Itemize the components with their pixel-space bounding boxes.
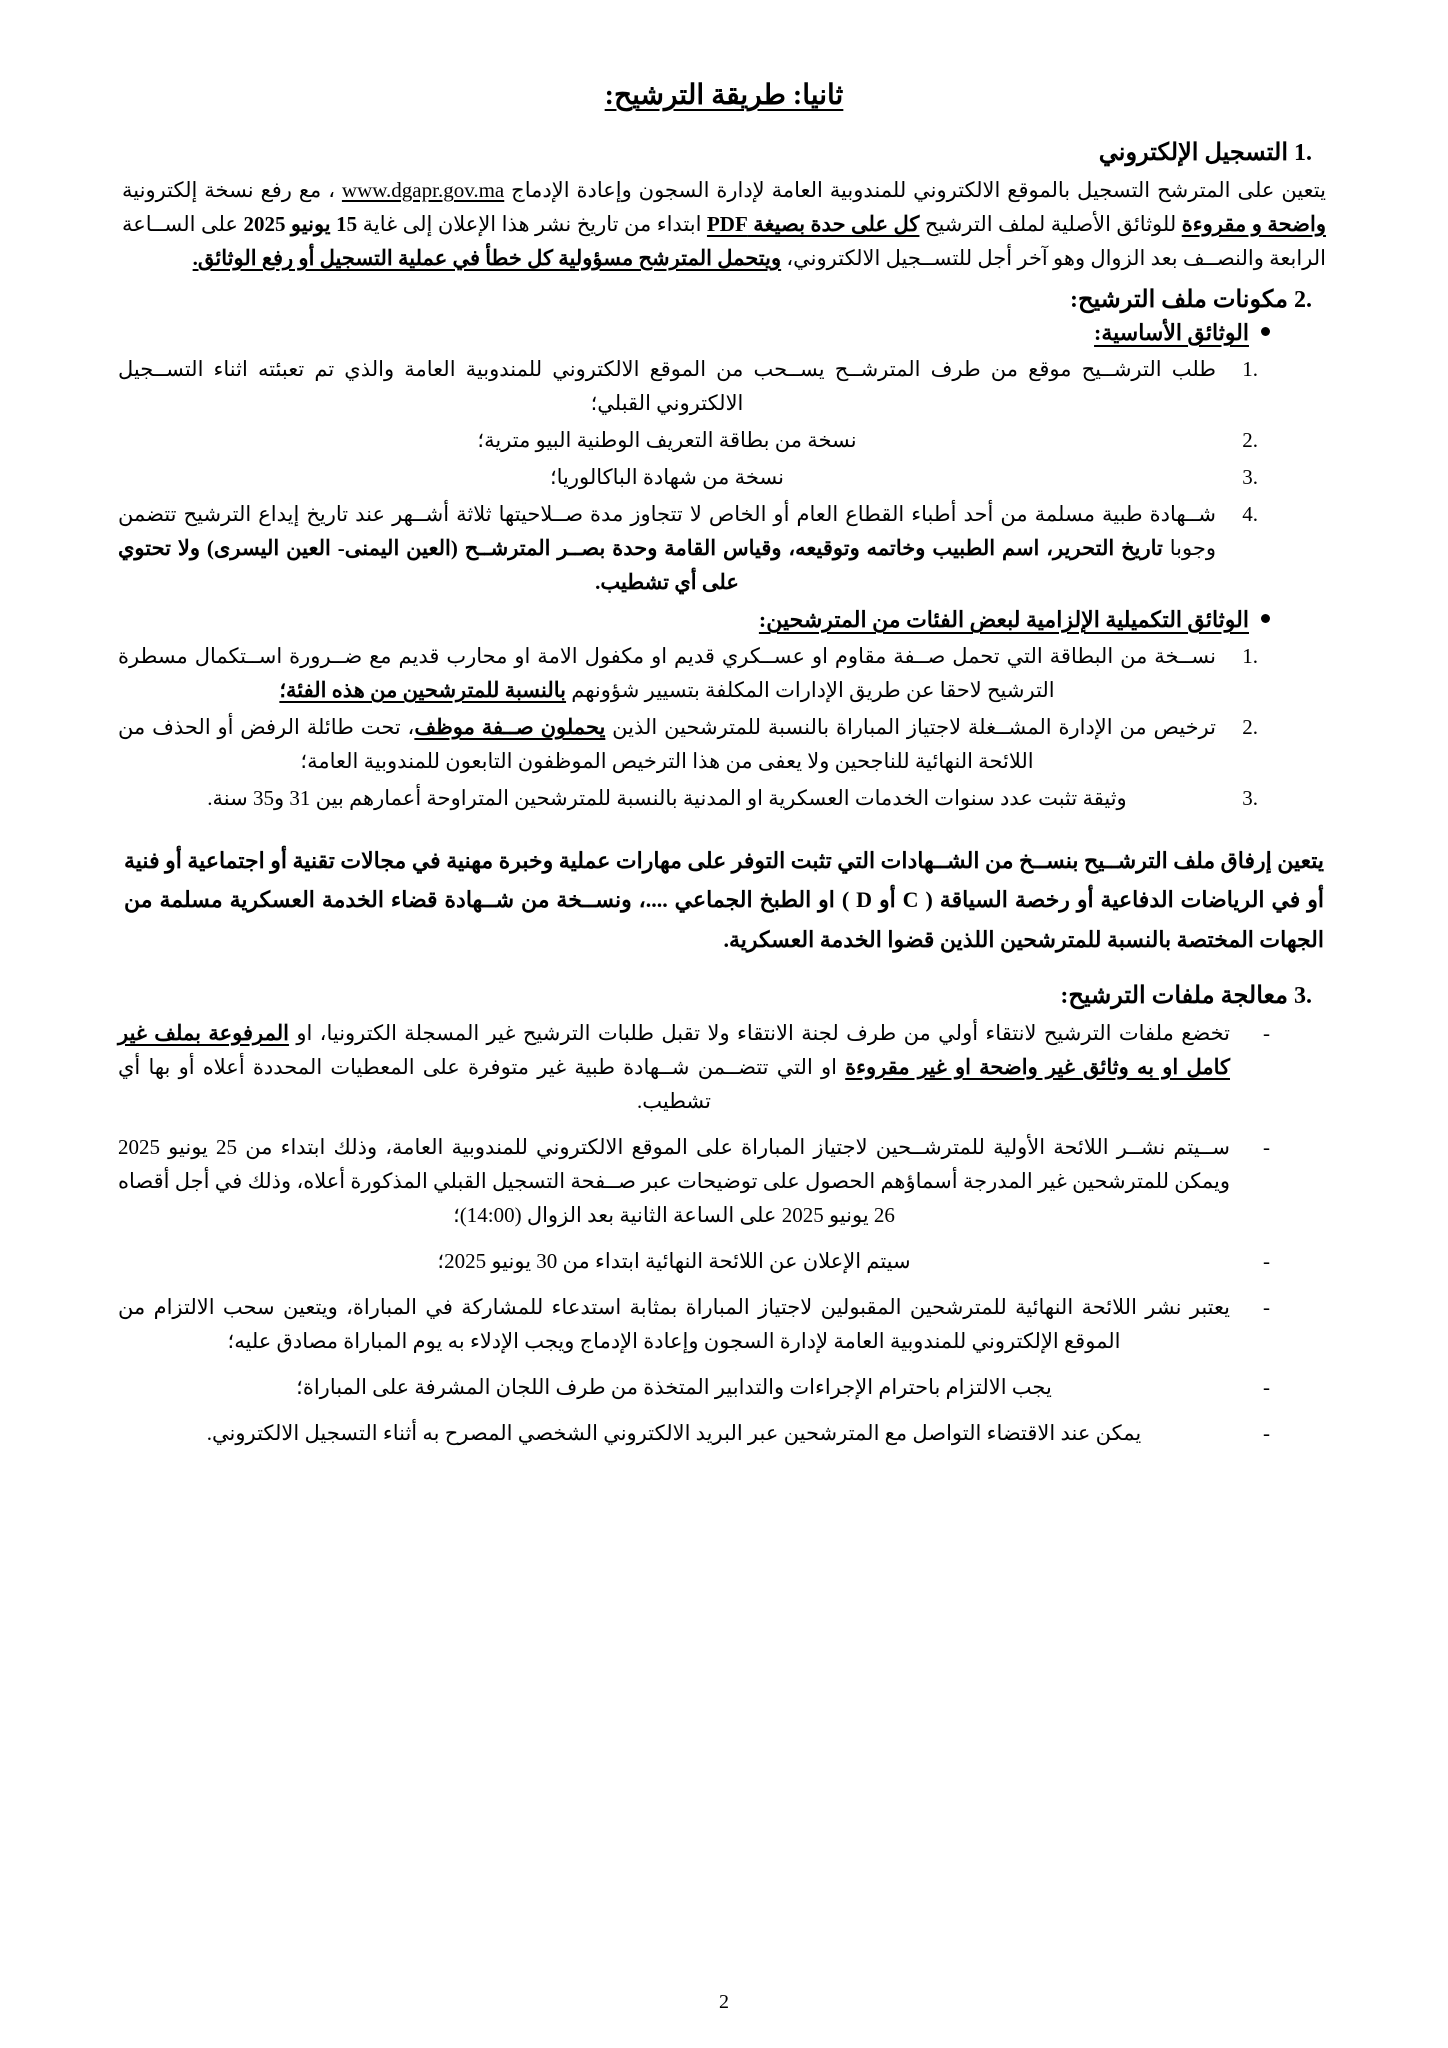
employer-auth-text-a: ترخيص من الإدارة المشــغلة لاجتياز المباراة بالنسبة للمترشحين الذين [605,715,1216,740]
list-item-text [118,497,1216,599]
list-item-text [118,639,1216,707]
list-item-text: يعتبر نشر اللائحة النهائية للمترشحين المقبولين لاجتياز المباراة بمثابة استدعاء للمشاركة في المباراة، ويتعين سحب الالتزام من الموقع الإلكتروني للمندوبية العامة لإدارة السجون وإعادة الإدماج ويجب الإدلاء به يوم المباراة مصادق عليه؛ [118,1294,1230,1353]
dash-marker-icon: - [1263,1134,1270,1159]
bullet-basic-documents [118,320,1330,346]
list-item [118,460,1330,494]
list-item-text: يجب الالتزام باحترام الإجراءات والتدابير المتخذة من طرف اللجان المشرفة على المباراة؛ [296,1374,1052,1399]
basic-documents-list [118,352,1330,599]
para-1-text-d: ابتداء من تاريخ نشر هذا الإعلان إلى غاية [357,212,707,237]
rejected-file-conditions-bold: المرفوعة بملف غير كامل او به وثائق غير واضحة او غير مقروءة [118,1020,1230,1079]
list-item-marker: 3. [1242,786,1258,811]
section-2-heading [118,285,1330,314]
para-1-text-e: على الســاعة الرابعة والنصــف بعد الزوال وهو آخر أجل للتســجيل الالكتروني، [122,212,1326,271]
page-title-text: ثانيا: طريقة الترشيح: [604,80,844,111]
section-1-number: 1. [1294,140,1312,166]
veteran-card-text: نســخة من البطاقة التي تحمل صــفة مقاوم او عســكري قديم او مكفول الامة او محارب قديم مع ضــرورة اســتكمال مسطرة الترشيح لاحقا عن طريق الإدارات المكلفة بتسيير شؤونهم [118,644,1216,703]
section-3-title: معالجة ملفات الترشيح: [1060,982,1288,1009]
list-item [118,639,1330,707]
bullet-complementary-documents-label: الوثائق التكميلية الإلزامية لبعض الفئات من المترشحين: [758,607,1249,633]
page-title [118,78,1330,112]
section-1-paragraph [118,173,1330,275]
list-item [118,1244,1330,1278]
list-item [118,1370,1330,1404]
employee-status-bold: يحملون صــفة موظف [414,715,606,740]
employer-auth-text-b: ، تحت طائلة الرفض أو الحذف من اللائحة النهائية للناجحين ولا يعفى من هذا الترخيص الموظفون التابعون للمندوبية العامة؛ [118,715,1034,774]
list-item-text: نسخة من بطاقة التعريف الوطنية البيو مترية؛ [477,428,857,453]
complementary-documents-list [118,639,1330,815]
screening-text-b: او التي تتضــمن شــهادة طبية غير متوفرة على المعطيات المحددة أعلاه أو بها أي تشطيب. [118,1054,846,1113]
list-item-text: وثيقة تثبت عدد سنوات الخدمات العسكرية او المدنية بالنسبة للمترشحين المتراوحة أعمارهم بين 31 و35 سنة. [207,786,1127,811]
medical-cert-requirements: تاريخ التحرير، اسم الطبيب وخاتمه وتوقيعه، وقياس القامة وحدة بصــر المترشــح (العين اليمنى- العين اليسرى) ولا تحتوي على أي تشطيب. [118,536,1163,595]
bullet-complementary-documents [118,607,1330,633]
section-2-number: 2. [1294,287,1312,314]
para-1-bold-responsibility: ويتحمل المترشح مسؤولية كل خطأ في عملية التسجيل أو رفع الوثائق. [192,246,782,271]
list-item [118,423,1330,457]
para-1-text-b: ، مع رفع نسخة إلكترونية [122,178,342,202]
section-2-title: مكونات ملف الترشيح: [1069,287,1288,314]
screening-text-a: تخضع ملفات الترشيح لانتقاء أولي من طرف لجنة الانتقاء ولا تقبل طلبات الترشيح غير المسجلة الكترونيا، او [288,1020,1231,1045]
bullet-disc-icon [1261,327,1270,336]
section-3-number: 3. [1294,982,1312,1009]
dash-marker-icon: - [1263,1374,1270,1399]
section-1-heading [118,138,1330,167]
list-item [118,497,1330,599]
section-2-emphasis-paragraph: يتعين إرفاق ملف الترشــيح بنســخ من الشــهادات التي تثبت التوفر على مهارات عملية وخبرة مهنية في مجالات تقنية أو اجتماعية أو فنية أو في الرياضات الدفاعية أو رخصة السياقة ( C أو D ) او الطبخ الجماعي ....، ونســخة من شــهادة قضاء الخدمة العسكرية مسلمة من الجهات المختصة بالنسبة للمترشحين اللذين قضوا الخدمة العسكرية. [124,848,1324,952]
list-item [118,1130,1330,1232]
bullet-basic-documents-label: الوثائق الأساسية: [1094,320,1249,346]
list-item-text: نسخة من شهادة الباكالوريا؛ [549,465,785,490]
list-item-text: يمكن عند الاقتضاء التواصل مع المترشحين عبر البريد الالكتروني الشخصي المصرح به أثناء التسجيل الالكتروني. [206,1420,1142,1445]
para-1-deadline-date: 15 يونيو 2025 [243,212,358,237]
dash-marker-icon: - [1263,1248,1270,1273]
list-item-text: ســيتم نشــر اللائحة الأولية للمترشــحين لاجتياز المباراة على الموقع الالكتروني للمندوبية العامة، وذلك ابتداء من 25 يونيو 2025 ويمكن للمترشحين غير المدرجة أسماؤهم الحصول على توضيحات عبر صــفحة التسجيل القبلي المذكورة أعلاه، وذلك في أجل أقصاه 26 يونيو 2025 على الساعة الثانية بعد الزوال (14:00)؛ [118,1134,1230,1227]
dash-marker-icon: - [1263,1020,1270,1045]
list-item [118,1290,1330,1358]
list-item [118,1016,1330,1118]
para-1-bold-clear-legible: واضحة و مقروءة [1181,212,1326,237]
list-item [118,781,1330,815]
bullet-disc-icon [1261,614,1270,623]
list-item-text: سيتم الإعلان عن اللائحة النهائية ابتداء من 30 يونيو 2025؛ [437,1248,911,1273]
dash-marker-icon: - [1263,1420,1270,1445]
medical-cert-text: شــهادة طبية مسلمة من أحد أطباء القطاع العام أو الخاص لا تتجاوز مدة صــلاحيتها ثلاثة أشــهر عند تاريخ إيداع الترشيح تتضمن وجوبا [118,502,1217,561]
section-3-heading [118,981,1330,1010]
list-item-text [118,710,1216,778]
list-item [118,710,1330,778]
list-item-marker: 4. [1242,502,1258,527]
list-item [118,1416,1330,1450]
dash-marker-icon: - [1263,1294,1270,1319]
list-item-marker: 2. [1242,715,1258,740]
section-electronic-registration [118,138,1330,275]
section-1-title: التسجيل الإلكتروني [1098,140,1288,166]
list-item-marker: 3. [1242,465,1258,490]
list-item-marker: 1. [1242,357,1258,382]
list-item-marker: 1. [1242,644,1258,669]
list-item-marker: 2. [1242,428,1258,453]
veteran-category-bold: بالنسبة للمترشحين من هذه الفئة؛ [279,678,567,703]
section-application-processing [118,981,1330,1450]
list-item-text: طلب الترشــيح موقع من طرف المترشــح يســحب من الموقع الالكتروني للمندوبية العامة والذي تم تعبئته اثناء التســجيل الالكتروني القبلي؛ [118,357,1216,416]
page-number: 2 [719,1991,729,2013]
para-1-bold-pdf-format: كل على حدة بصيغة PDF [706,212,920,237]
section-application-file-components [118,285,1330,959]
para-1-text-c: للوثائق الأصلية لملف الترشيح [919,212,1182,237]
dgapr-website-link[interactable]: www.dgapr.gov.ma [341,178,505,202]
list-item-text [118,1016,1230,1118]
para-1-text-a: يتعين على المترشح التسجيل بالموقع الالكتروني للمندوبية العامة لإدارة السجون وإعادة الإدماج [504,178,1326,202]
list-item [118,352,1330,420]
